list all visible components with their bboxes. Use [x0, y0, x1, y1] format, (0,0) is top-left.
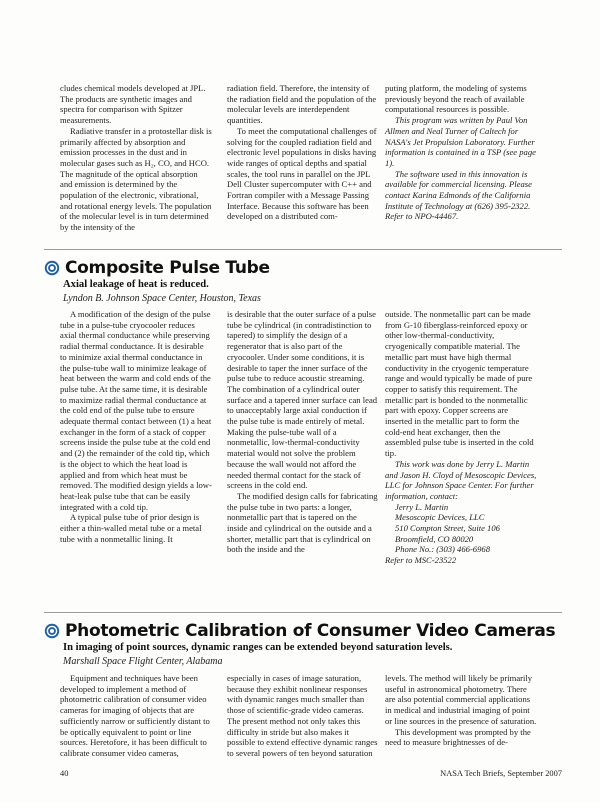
contact-line: Mesoscopic Devices, LLC: [395, 512, 485, 523]
contact-line: 510 Compton Street, Suite 106: [395, 523, 500, 534]
paragraph: especially in cases of image saturation, because they exhibit nonlinear responses with dynamic ranges much smaller than those of scientific-grade video cameras. The present method not only takes this difficulty in stride but also makes it possible to extend effective dynamic ranges to several powers of ten beyond saturation: [227, 673, 378, 758]
section-divider: [44, 249, 562, 250]
paragraph: A typical pulse tube of prior design is either a thin-walled metal tube or a metal tube with a nonmetallic lining. It: [60, 512, 202, 544]
article-subtitle: In imaging of point sources, dynamic ranges can be extended beyond saturation levels.: [63, 642, 453, 653]
refer-line: Refer to MSC-23522: [385, 555, 457, 566]
article1-col2: [227, 309, 379, 555]
nasa-center: Marshall Space Flight Center, Alabama: [63, 656, 223, 667]
paragraph: This development was prompted by the need to measure brightnesses of de-: [385, 726, 531, 748]
paragraph: To meet the computational challenges of solving for the coupled radiation field and electronic level populations in disks having wide ranges of optical depths and spatial scales, the tool runs in parallel on the JPL Dell Cluster supercomputer with C++ and Fortran compiler with a Message Passing Interface. Because this software has been developed on a distributed com-: [227, 125, 377, 222]
article-title: Composite Pulse Tube: [65, 258, 270, 278]
article-subtitle: Axial leakage of heat is reduced.: [63, 279, 209, 290]
contact-line: Broomfield, CO 80020: [395, 533, 474, 544]
article2-col2: [227, 673, 379, 759]
article2-col1: [60, 673, 212, 759]
page-number: 40: [60, 769, 69, 778]
contact-line: Phone No.: (303) 466-6968: [395, 544, 490, 555]
paragraph: radiation field. Therefore, the intensity of the radiation field and the population of the molecular levels are interdependent quantities.: [227, 83, 377, 126]
article1-col1: [60, 309, 212, 544]
licensing-paragraph: The software used in this innovation is available for commercial licensing. Please contact Karina Edmonds of the California Institute of Technology at (626) 395-2322. Refer to NPO-44467.: [385, 168, 532, 222]
article-title: Photometric Calibration of Consumer Video Cameras: [65, 621, 556, 641]
publication-footer: NASA Tech Briefs, September 2007: [440, 769, 562, 778]
article2-col3: [385, 673, 537, 748]
paragraph: The modified design calls for fabricating the pulse tube in two parts: a longer, nonmetallic part that is tapered on the inside and cylindrical on the outside and a shorter, metallic part that is cylindrical on both the inside and the: [227, 490, 378, 555]
section-divider: [44, 612, 562, 613]
top-article-col3: [385, 83, 537, 222]
article1-heading: [44, 257, 270, 279]
paragraph: cludes chemical models developed at JPL. The products are synthetic images and spectra for comparison with Spitzer measurements.: [60, 83, 206, 126]
paragraph: A modification of the design of the pulse tube in a pulse-tube cryocooler reduces axial thermal conductance while preserving radial thermal conductance. It is desirable to minimize axial thermal conductance in the pulse-tube wall to minimize leakage of heat between the warm and cold ends of the pulse tube. At the same time, it is desirable to maximize radial thermal conductance at the cold end of the pulse tube to ensure adequate thermal contact between (1) a heat exchanger in the form of a stack of copper screens inside the pulse tube at the cold end and (2) the remainder of the cold tip, which is the object to which the heat load is applied and from which heat must be removed. The modified design yields a low-heat-leak pulse tube that can be easily integrated with a cold tip.: [60, 309, 212, 512]
credit-paragraph: This work was done by Jerry L. Martin and Jason H. Cloyd of Mesoscopic Devices, LLC for Johnson Space Center. For further information, contact:: [385, 458, 537, 501]
top-article-col2: [227, 83, 379, 222]
paragraph: Equipment and techniques have been developed to implement a method of photometric calibration of consumer video cameras for imaging of objects that are sufficiently narrow or sufficiently distant to be optically equivalent to point or line sources. Heretofore, it has been difficult to calibrate consumer video cameras,: [60, 673, 210, 758]
paragraph: levels. The method will likely be primarily useful in astronomical photometry. There are also potential commercial applications in medical and industrial imaging of point or line sources in the presence of saturation.: [385, 673, 537, 726]
credit-paragraph: This program was written by Paul Von Allmen and Neal Turner of Caltech for NASA's Jet Propulsion Laboratory. Further information is contained in a TSP (see page 1).: [385, 115, 536, 168]
nasa-meatball-icon: [44, 623, 60, 639]
contact-line: Jerry L. Martin: [395, 501, 449, 512]
article2-heading: [44, 620, 555, 642]
paragraph: outside. The nonmetallic part can be made from G-10 fiberglass-reinforced epoxy or other low-thermal-conductivity, cryogenically compatible material. The metallic part must have high thermal conductivity in the cryogenic temperature range and would typically be made of pure copper to satisfy this requirement. The metallic part is bonded to the nonmetallic part with epoxy. Copper screens are inserted in the metallic part to form the cold-end heat exchanger, then the assembled pulse tube is inserted in the cold tip.: [385, 309, 534, 459]
nasa-meatball-icon: [44, 260, 60, 276]
article1-col3: [385, 309, 537, 566]
paragraph: puting platform, the modeling of systems previously beyond the reach of available computational resources is possible.: [385, 83, 527, 115]
paragraph: is desirable that the outer surface of a pulse tube be cylindrical (in contradistinction to tapered) to simplify the design of a regenerator that is also part of the cryocooler. Under some conditions, it is desirable to taper the inner surface of the pulse tube to reduce acoustic streaming. The combination of a cylindrical outer surface and a tapered inner surface can lead to unacceptably large axial conduction if the pulse tube is made entirely of metal. Making the pulse-tube wall of a nonmetallic, low-thermal-conductivity material would not solve the problem because the wall would not afford the needed thermal contact for the stack of screens in the cold end.: [227, 309, 378, 491]
nasa-center: Lyndon B. Johnson Space Center, Houston, Texas: [63, 293, 261, 304]
paragraph: Radiative transfer in a protostellar disk is primarily affected by absorption and emission processes in the dust and in molecular gases such as H₂, CO, and HCO. The magnitude of the optical absorption and emission is determined by the population of the electronic, vibrational, and rotational energy levels. The population of the molecular level is in turn determined by the intensity of the: [60, 125, 212, 233]
top-article-col1: [60, 83, 212, 233]
